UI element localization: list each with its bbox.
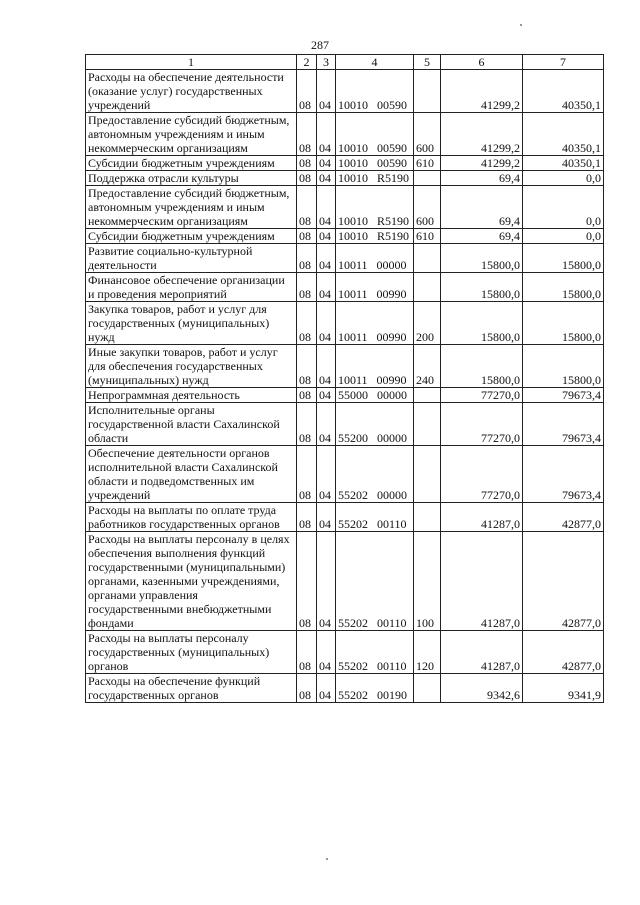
cell-expense-type xyxy=(414,674,441,703)
cell-target-article: 10011 00990 xyxy=(336,345,414,388)
table-row xyxy=(86,388,604,403)
cell-section: 08 xyxy=(297,403,317,446)
cell-name: Расходы на выплаты по оплате труда работников государственных органов xyxy=(86,503,297,532)
cell-target-article: 10010 R5190 xyxy=(336,171,414,186)
cell-subsection: 04 xyxy=(317,113,336,156)
column-header: 3 xyxy=(317,55,336,70)
table-row xyxy=(86,403,604,446)
cell-amount-col7: 79673,4 xyxy=(523,388,604,403)
table-row xyxy=(86,244,604,273)
cell-subsection: 04 xyxy=(317,631,336,674)
cell-expense-type xyxy=(414,70,441,113)
cell-amount-col6: 77270,0 xyxy=(441,388,523,403)
cell-name: Исполнительные органы государственной власти Сахалинской области xyxy=(86,403,297,446)
cell-amount-col6: 41287,0 xyxy=(441,532,523,631)
cell-subsection: 04 xyxy=(317,273,336,302)
cell-name: Субсидии бюджетным учреждениям xyxy=(86,229,297,244)
budget-table xyxy=(85,54,604,703)
cell-amount-col6: 15800,0 xyxy=(441,273,523,302)
cell-name: Закупка товаров, работ и услуг для государственных (муниципальных) нужд xyxy=(86,302,297,345)
cell-amount-col6: 15800,0 xyxy=(441,345,523,388)
column-header: 1 xyxy=(86,55,297,70)
cell-target-article: 55202 00190 xyxy=(336,674,414,703)
table-row xyxy=(86,171,604,186)
cell-target-article: 55200 00000 xyxy=(336,403,414,446)
table-row xyxy=(86,674,604,703)
cell-subsection: 04 xyxy=(317,171,336,186)
cell-target-article: 10010 00590 xyxy=(336,156,414,171)
cell-target-article: 55202 00110 xyxy=(336,532,414,631)
cell-expense-type: 600 xyxy=(414,113,441,156)
cell-name: Предоставление субсидий бюджетным, автономным учреждениям и иным некоммерческим организациям xyxy=(86,186,297,229)
table-row xyxy=(86,302,604,345)
table-row xyxy=(86,156,604,171)
cell-expense-type: 610 xyxy=(414,156,441,171)
cell-section: 08 xyxy=(297,273,317,302)
cell-name: Расходы на выплаты персоналу в целях обеспечения выполнения функций государственными (муниципальными) органами, казенными учреждениями, органами управления государственными внебюджетными фондами xyxy=(86,532,297,631)
cell-amount-col6: 15800,0 xyxy=(441,302,523,345)
cell-subsection: 04 xyxy=(317,156,336,171)
cell-name: Предоставление субсидий бюджетным, автономным учреждениям и иным некоммерческим организациям xyxy=(86,113,297,156)
table-row xyxy=(86,446,604,503)
cell-target-article: 10010 00590 xyxy=(336,70,414,113)
cell-name: Расходы на обеспечение функций государственных органов xyxy=(86,674,297,703)
cell-expense-type: 240 xyxy=(414,345,441,388)
cell-name: Обеспечение деятельности органов исполнительной власти Сахалинской области и подведомственных им учреждений xyxy=(86,446,297,503)
cell-section: 08 xyxy=(297,113,317,156)
table-row xyxy=(86,70,604,113)
cell-target-article: 10010 R5190 xyxy=(336,229,414,244)
cell-section: 08 xyxy=(297,446,317,503)
cell-amount-col7: 42877,0 xyxy=(523,631,604,674)
cell-section: 08 xyxy=(297,244,317,273)
cell-subsection: 04 xyxy=(317,388,336,403)
column-header: 5 xyxy=(414,55,441,70)
cell-section: 08 xyxy=(297,631,317,674)
cell-section: 08 xyxy=(297,302,317,345)
cell-subsection: 04 xyxy=(317,532,336,631)
cell-expense-type: 610 xyxy=(414,229,441,244)
cell-target-article: 10010 00590 xyxy=(336,113,414,156)
cell-section: 08 xyxy=(297,503,317,532)
cell-expense-type xyxy=(414,446,441,503)
cell-subsection: 04 xyxy=(317,70,336,113)
cell-amount-col7: 0,0 xyxy=(523,171,604,186)
column-header: 7 xyxy=(523,55,604,70)
cell-target-article: 55202 00110 xyxy=(336,631,414,674)
cell-subsection: 04 xyxy=(317,186,336,229)
cell-amount-col7: 42877,0 xyxy=(523,503,604,532)
cell-section: 08 xyxy=(297,345,317,388)
table-row xyxy=(86,631,604,674)
cell-expense-type: 600 xyxy=(414,186,441,229)
cell-amount-col7: 15800,0 xyxy=(523,302,604,345)
column-header: 2 xyxy=(297,55,317,70)
table-row xyxy=(86,532,604,631)
column-header: 6 xyxy=(441,55,523,70)
cell-amount-col6: 77270,0 xyxy=(441,446,523,503)
cell-target-article: 10011 00990 xyxy=(336,273,414,302)
table-row xyxy=(86,345,604,388)
cell-section: 08 xyxy=(297,156,317,171)
cell-amount-col7: 40350,1 xyxy=(523,156,604,171)
table-row xyxy=(86,113,604,156)
cell-subsection: 04 xyxy=(317,345,336,388)
cell-name: Развитие социально-культурной деятельности xyxy=(86,244,297,273)
cell-subsection: 04 xyxy=(317,403,336,446)
cell-section: 08 xyxy=(297,186,317,229)
cell-section: 08 xyxy=(297,532,317,631)
cell-amount-col6: 69,4 xyxy=(441,171,523,186)
cell-section: 08 xyxy=(297,171,317,186)
cell-expense-type xyxy=(414,171,441,186)
cell-amount-col7: 79673,4 xyxy=(523,446,604,503)
cell-amount-col7: 42877,0 xyxy=(523,532,604,631)
cell-amount-col7: 79673,4 xyxy=(523,403,604,446)
cell-name: Иные закупки товаров, работ и услуг для обеспечения государственных (муниципальных) нужд xyxy=(86,345,297,388)
cell-amount-col7: 40350,1 xyxy=(523,113,604,156)
table-row xyxy=(86,273,604,302)
cell-amount-col7: 15800,0 xyxy=(523,273,604,302)
cell-subsection: 04 xyxy=(317,674,336,703)
cell-amount-col6: 69,4 xyxy=(441,229,523,244)
cell-amount-col6: 41299,2 xyxy=(441,70,523,113)
cell-amount-col7: 15800,0 xyxy=(523,345,604,388)
cell-expense-type: 120 xyxy=(414,631,441,674)
cell-amount-col6: 41287,0 xyxy=(441,503,523,532)
cell-amount-col6: 41299,2 xyxy=(441,113,523,156)
table-row xyxy=(86,186,604,229)
cell-target-article: 10011 00000 xyxy=(336,244,414,273)
cell-target-article: 55202 00000 xyxy=(336,446,414,503)
cell-amount-col6: 41299,2 xyxy=(441,156,523,171)
cell-section: 08 xyxy=(297,674,317,703)
cell-name: Субсидии бюджетным учреждениям xyxy=(86,156,297,171)
cell-target-article: 55000 00000 xyxy=(336,388,414,403)
table-row xyxy=(86,503,604,532)
cell-amount-col7: 0,0 xyxy=(523,229,604,244)
cell-target-article: 10010 R5190 xyxy=(336,186,414,229)
cell-expense-type xyxy=(414,388,441,403)
cell-target-article: 10011 00990 xyxy=(336,302,414,345)
cell-subsection: 04 xyxy=(317,302,336,345)
cell-amount-col7: 0,0 xyxy=(523,186,604,229)
cell-expense-type xyxy=(414,503,441,532)
cell-name: Поддержка отрасли культуры xyxy=(86,171,297,186)
cell-expense-type xyxy=(414,273,441,302)
cell-amount-col6: 41287,0 xyxy=(441,631,523,674)
cell-amount-col7: 9341,9 xyxy=(523,674,604,703)
cell-subsection: 04 xyxy=(317,503,336,532)
cell-name: Финансовое обеспечение организации и проведения мероприятий xyxy=(86,273,297,302)
table-row xyxy=(86,229,604,244)
cell-expense-type: 200 xyxy=(414,302,441,345)
column-header: 4 xyxy=(336,55,414,70)
cell-target-article: 55202 00110 xyxy=(336,503,414,532)
cell-subsection: 04 xyxy=(317,229,336,244)
cell-amount-col6: 15800,0 xyxy=(441,244,523,273)
cell-name: Расходы на выплаты персоналу государственных (муниципальных) органов xyxy=(86,631,297,674)
cell-expense-type xyxy=(414,403,441,446)
cell-section: 08 xyxy=(297,388,317,403)
scan-speck xyxy=(520,24,522,26)
cell-amount-col7: 40350,1 xyxy=(523,70,604,113)
cell-section: 08 xyxy=(297,70,317,113)
cell-subsection: 04 xyxy=(317,244,336,273)
cell-amount-col6: 77270,0 xyxy=(441,403,523,446)
cell-expense-type: 100 xyxy=(414,532,441,631)
table-header-row xyxy=(86,55,604,70)
cell-amount-col6: 69,4 xyxy=(441,186,523,229)
cell-amount-col6: 9342,6 xyxy=(441,674,523,703)
cell-section: 08 xyxy=(297,229,317,244)
cell-expense-type xyxy=(414,244,441,273)
scan-speck xyxy=(326,858,328,860)
page-number: 287 xyxy=(311,38,329,52)
cell-subsection: 04 xyxy=(317,446,336,503)
cell-name: Расходы на обеспечение деятельности (оказание услуг) государственных учреждений xyxy=(86,70,297,113)
cell-amount-col7: 15800,0 xyxy=(523,244,604,273)
cell-name: Непрограммная деятельность xyxy=(86,388,297,403)
